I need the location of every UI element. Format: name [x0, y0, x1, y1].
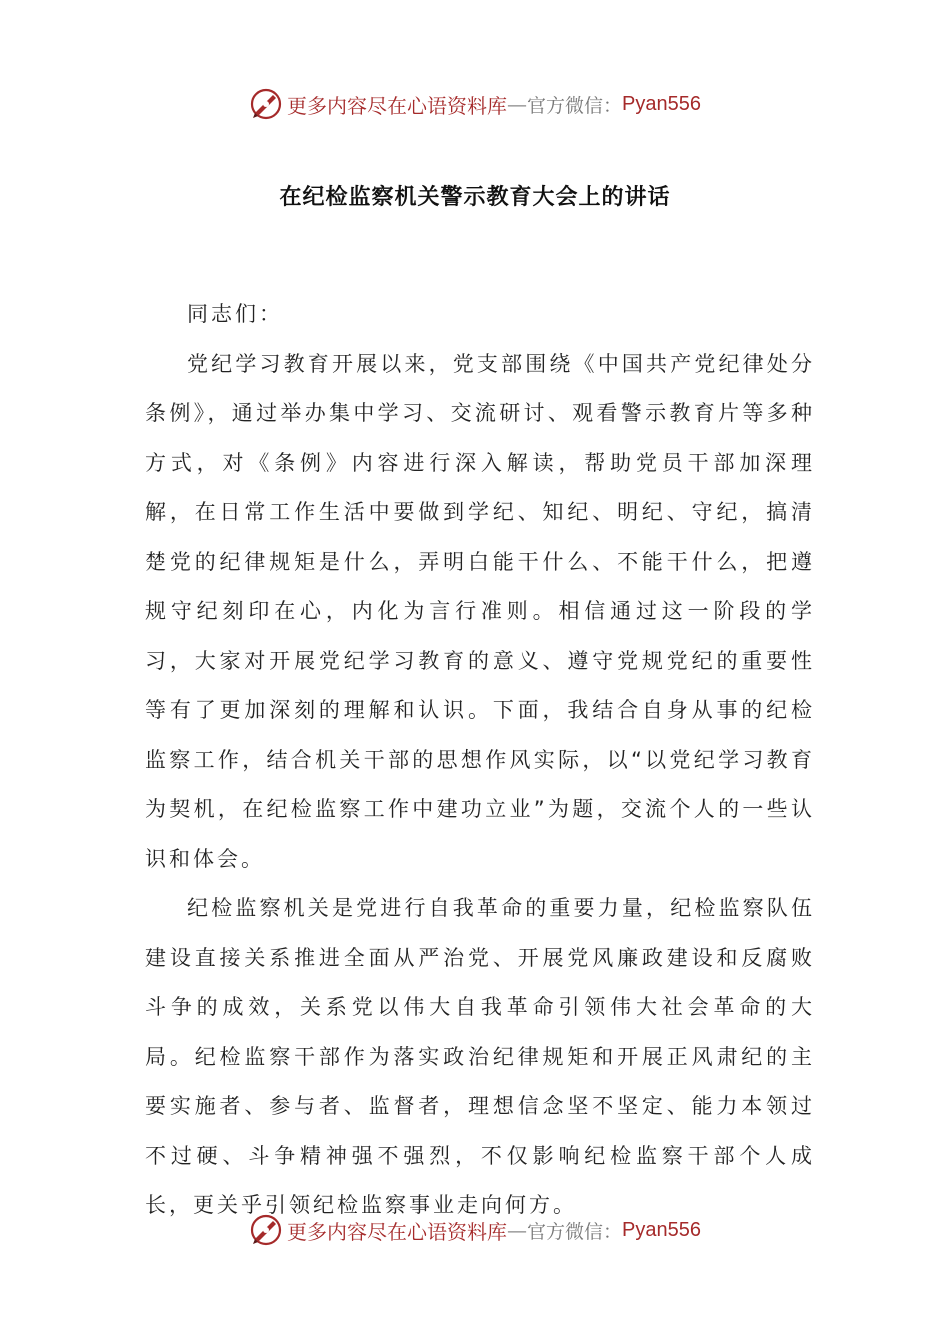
document-title: 在纪检监察机关警示教育大会上的讲话 — [279, 185, 671, 210]
banner-site-text: 更多内容尽在心语资料库 — [287, 93, 507, 118]
banner-separator: — — [507, 92, 527, 116]
banner-wechat-label: 官方微信： — [527, 94, 623, 117]
footer-banner — [0, 1210, 950, 1250]
header-banner — [0, 84, 950, 124]
salutation: 同志们： — [187, 302, 283, 326]
banner-separator: — — [507, 1218, 527, 1242]
pen-circle-logo-icon — [249, 1213, 283, 1247]
pen-circle-logo-icon — [249, 87, 283, 121]
paragraph: 纪检监察机关是党进行自我革命的重要力量，纪检监察队伍建设直接关系推进全面从严治党、开展党风廉政建设和反腐败斗争的成效，关系党以伟大自我革命引领伟大社会革命的大局。纪检监察干部作为落实政治纪律规矩和开展正风肃纪的主要实施者、参与者、监督者，理想信念坚不坚定、能力本领过不过硬、斗争精神强不强烈，不仅影响纪检监察干部个人成长，更关乎引领纪检监察事业走向何方。 — [145, 896, 815, 1217]
banner-wechat-label: 官方微信： — [527, 1220, 623, 1243]
paragraph: 党纪学习教育开展以来，党支部围绕《中国共产党纪律处分条例》，通过举办集中学习、交流研讨、观看警示教育片等多种方式，对《条例》内容进行深入解读，帮助党员干部加深理解，在日常工作生活中要做到学纪、知纪、明纪、守纪，搞清楚党的纪律规矩是什么，弄明白能干什么、不能干什么，把遵规守纪刻印在心，内化为言行准则。相信通过这一阶段的学习，大家对开展党纪学习教育的意义、遵守党规党纪的重要性等有了更加深刻的理解和认识。下面，我结合自身从事的纪检监察工作，结合机关干部的思想作风实际，以“以党纪学习教育为契机，在纪检监察工作中建功立业”为题，交流个人的一些认识和体会。 — [145, 351, 815, 871]
banner-wechat-id: Pyan556 — [622, 1218, 701, 1241]
banner-site-text: 更多内容尽在心语资料库 — [287, 1219, 507, 1244]
document-body — [145, 290, 815, 1231]
banner-wechat-id: Pyan556 — [622, 92, 701, 115]
